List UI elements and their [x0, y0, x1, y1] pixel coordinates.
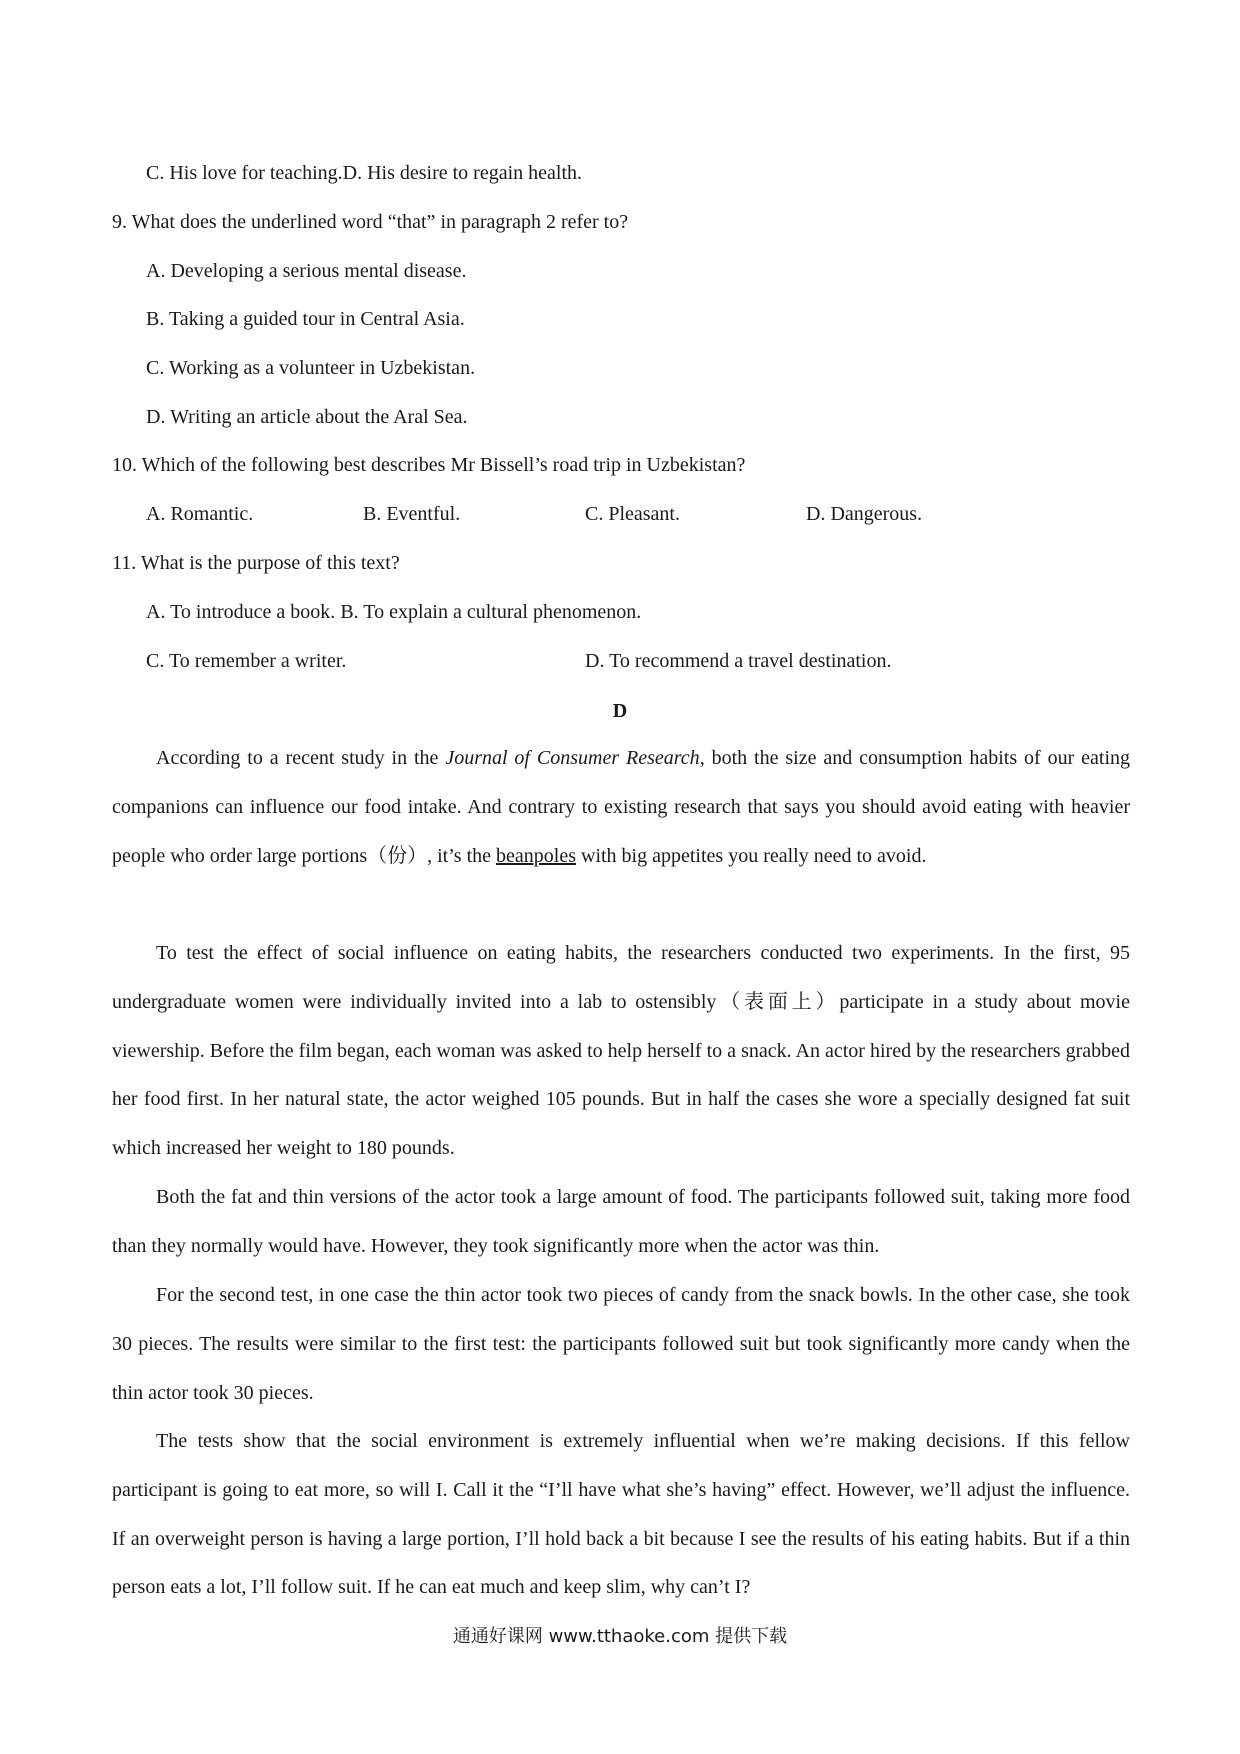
q8-option-d: D. His desire to regain health.	[342, 162, 582, 184]
q9-option-a: A. Developing a serious mental disease.	[146, 260, 467, 282]
underlined-word-beanpoles: beanpoles	[496, 844, 576, 867]
q10-option-b: B. Eventful.	[363, 503, 461, 525]
q10-option-d: D. Dangerous.	[806, 503, 923, 525]
q10-option-a: A. Romantic.	[146, 503, 254, 525]
q9-underlined-word: “that”	[387, 211, 436, 233]
page-footer: 通通好课网 www.tthaoke.com 提供下载	[452, 1626, 788, 1647]
q11-option-d: D. To recommend a travel destination.	[585, 650, 892, 672]
q11-stem: 11. What is the purpose of this text?	[112, 552, 400, 574]
q9-option-d: D. Writing an article about the Aral Sea.	[146, 406, 468, 428]
q8-option-c: C. His love for teaching.	[146, 162, 343, 184]
passage-paragraph-3: Both the fat and thin versions of the actor took a large amount of food. The participants followed suit, taking more food than they normally would have. However, they took significantly more when the actor was thin.	[112, 1186, 1130, 1257]
journal-title: Journal of Consumer Research	[445, 747, 700, 769]
q10-stem: 10. Which of the following best describes Mr Bissell’s road trip in Uzbekistan?	[112, 454, 746, 476]
q8-options-cd	[146, 159, 582, 187]
q9-option-c: C. Working as a volunteer in Uzbekistan.	[146, 357, 476, 379]
passage-paragraph-5: The tests show that the social environment is extremely influential when we’re making decisions. If this fellow participant is going to eat more, so will I. Call it the “I’ll have what she’s having” effect. However, we’ll adjust the influence. If an overweight person is having a large portion, I’ll hold back a bit because I see the results of his eating habits. But if a thin person eats a lot, I’ll follow suit. If he can eat much and keep slim, why can’t I?	[112, 1430, 1130, 1599]
q11-option-c: C. To remember a writer.	[146, 650, 347, 672]
passage-paragraph-1: According to a recent study in the Journal of Consumer Research, both the size and consumption habits of our eating companions can influence our food intake. And contrary to existing research that says you should avoid eating with heavier people who order large portions（份）, it’s the beanpoles with big appetites you really need to avoid.	[112, 747, 1131, 867]
q9-option-b: B. Taking a guided tour in Central Asia.	[146, 308, 465, 330]
q9-stem: 9. What does the underlined word “that” in paragraph 2 refer to?	[112, 211, 629, 233]
q11-option-a: A. To introduce a book.	[146, 601, 336, 623]
passage-paragraph-4: For the second test, in one case the thin actor took two pieces of candy from the snack bowls. In the other case, she took 30 pieces. The results were similar to the first test: the participants followed suit but took significantly more candy when the thin actor took 30 pieces.	[112, 1284, 1130, 1404]
q11-option-b: B. To explain a cultural phenomenon.	[340, 601, 642, 623]
q10-option-c: C. Pleasant.	[585, 503, 680, 525]
q11-options-ab	[146, 598, 641, 626]
passage-paragraph-2: To test the effect of social influence on eating habits, the researchers conducted two experiments. In the first, 95 undergraduate women were individually invited into a lab to ostensibly（表面上）participate in a study about movie viewership. Before the film began, each woman was asked to help herself to a snack. An actor hired by the researchers grabbed her food first. In her natural state, the actor weighed 105 pounds. But in half the cases she wore a specially designed fat suit which increased her weight to 180 pounds.	[112, 942, 1130, 1160]
section-heading: D	[612, 700, 628, 722]
